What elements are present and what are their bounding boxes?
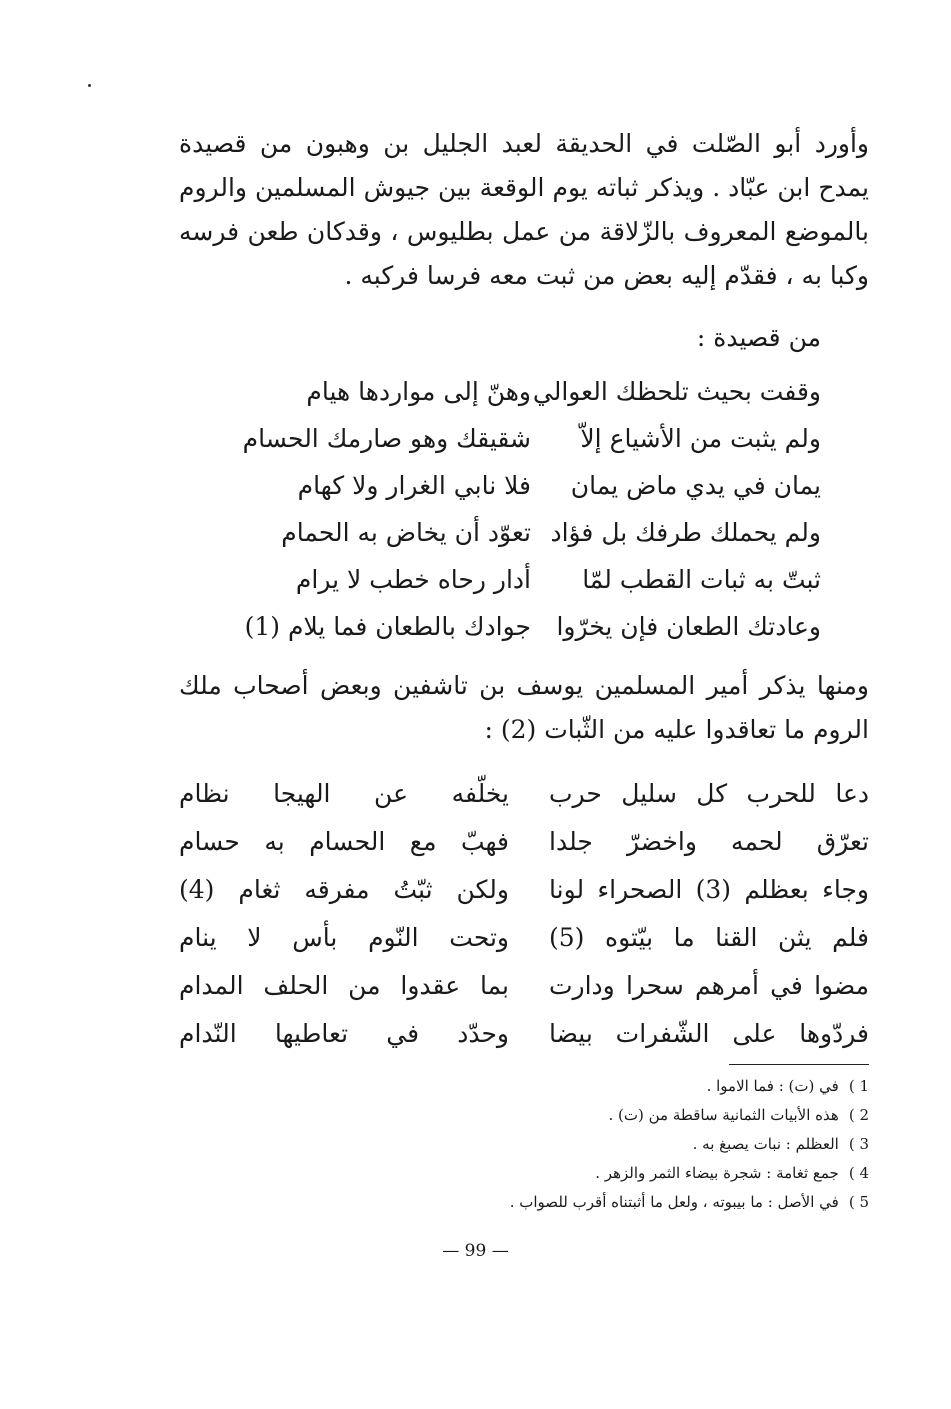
footnote-number: 3 ) bbox=[848, 1135, 869, 1153]
verse-second-hemistich: وحدّد في تعاطيها النّدام bbox=[179, 1019, 509, 1048]
poem-2-verse bbox=[179, 770, 869, 818]
verse-second-hemistich: فهبّ مع الحسام به حسام bbox=[179, 827, 509, 856]
verse-first-hemistich: وقفت بحيث تلحظك العوالي bbox=[532, 377, 821, 406]
poem-2-verse bbox=[179, 818, 869, 866]
footnote-text: في (ت) : فما الاموا . bbox=[706, 1077, 839, 1095]
transition-paragraph: ومنها يذكر أمير المسلمين يوسف بن تاشفين وبعض أصحاب ملك الروم ما تعاقدوا عليه من الثّبات (2) : bbox=[179, 671, 869, 744]
poem-1-verse bbox=[241, 368, 821, 415]
footnote-item bbox=[179, 1188, 869, 1217]
poem-2-verse bbox=[179, 866, 869, 914]
verse-second-hemistich: فلا نابي الغرار ولا كهام bbox=[297, 471, 531, 500]
footnote-number: 4 ) bbox=[848, 1164, 869, 1182]
verse-second-hemistich: أدار رحاه خطب لا يرام bbox=[295, 565, 531, 594]
footnote-item bbox=[179, 1130, 869, 1159]
footnote-item bbox=[179, 1072, 869, 1101]
footnote-number: 2 ) bbox=[848, 1106, 869, 1124]
poem-2-verse bbox=[179, 962, 869, 1010]
verse-second-hemistich: شقيقك وهو صارمك الحسام bbox=[242, 424, 531, 453]
verse-first-hemistich: تعرّق لحمه واخضرّ جلدا bbox=[549, 827, 869, 856]
poem-1-intro: من قصيدة : bbox=[696, 323, 821, 352]
verse-first-hemistich: ولم يحملك طرفك بل فؤاد bbox=[550, 518, 821, 547]
verse-second-hemistich: ولكن ثبّتُ مفرقه ثغام (4) bbox=[179, 875, 509, 904]
footnotes bbox=[179, 1072, 869, 1217]
footnote-text: في الأصل : ما بيبوته ، ولعل ما أثبتناه أقرب للصواب . bbox=[509, 1193, 839, 1211]
footnote-divider bbox=[729, 1064, 869, 1065]
verse-first-hemistich: مضوا في أمرهم سحرا ودارت bbox=[549, 971, 869, 1000]
footnote-number: 1 ) bbox=[848, 1077, 869, 1095]
verse-first-hemistich: وجاء بعظلم (3) الصحراء لونا bbox=[549, 875, 869, 904]
poem-1-verse bbox=[241, 556, 821, 603]
poem-1-verse bbox=[241, 462, 821, 509]
verse-second-hemistich: جوادك بالطعان فما يلام (1) bbox=[244, 612, 531, 641]
poem-2-verse bbox=[179, 914, 869, 962]
poem-1-verse bbox=[241, 509, 821, 556]
poem-2 bbox=[179, 770, 869, 1058]
verse-first-hemistich: دعا للحرب كل سليل حرب bbox=[549, 779, 869, 808]
poem-1-verse bbox=[241, 415, 821, 462]
verse-first-hemistich: وعادتك الطعان فإن يخرّوا bbox=[556, 612, 821, 641]
verse-second-hemistich: يخلّفه عن الهيجا نظام bbox=[179, 779, 509, 808]
verse-first-hemistich: ولم يثبت من الأشياع إلاّ bbox=[580, 424, 821, 453]
verse-first-hemistich: فلم يثن القنا ما بيّتوه (5) bbox=[549, 923, 869, 952]
footnote-text: جمع ثغامة : شجرة بيضاء الثمر والزهر . bbox=[595, 1164, 839, 1182]
poem-2-verse bbox=[179, 1010, 869, 1058]
footnote-item bbox=[179, 1159, 869, 1188]
verse-first-hemistich: ثبتّ به ثبات القطب لمّا bbox=[582, 565, 821, 594]
footnote-number: 5 ) bbox=[848, 1193, 869, 1211]
verse-second-hemistich: بما عقدوا من الحلف المدام bbox=[179, 971, 509, 1000]
verse-second-hemistich: وهنّ إلى مواردها هيام bbox=[306, 377, 531, 406]
poem-1-verse bbox=[241, 603, 821, 650]
verse-second-hemistich: وتحت النّوم بأس لا ينام bbox=[179, 923, 509, 952]
poem-1 bbox=[241, 368, 821, 650]
ink-speck bbox=[88, 84, 91, 87]
footnote-item bbox=[179, 1101, 869, 1130]
footnote-text: العظلم : نبات يصبغ به . bbox=[692, 1135, 839, 1153]
verse-first-hemistich: فردّوها على الشّفرات بيضا bbox=[549, 1019, 869, 1048]
page-number: — 99 — bbox=[442, 1241, 509, 1261]
footnote-text: هذه الأبيات الثمانية ساقطة من (ت) . bbox=[608, 1106, 839, 1124]
verse-second-hemistich: تعوّد أن يخاض به الحمام bbox=[281, 518, 531, 547]
verse-first-hemistich: يمان في يدي ماض يمان bbox=[570, 471, 821, 500]
intro-paragraph: وأورد أبو الصّلت في الحديقة لعبد الجليل بن وهبون من قصيدة يمدح ابن عبّاد . ويذكر ثباته يوم الوقعة بين جيوش المسلمين والروم بالموضع المعروف بالزّلاقة من عمل بطليوس ، وقدكان طعن فرسه وكبا به ، فقدّم إليه بعض من ثبت معه فرسا فركبه . bbox=[179, 129, 869, 290]
